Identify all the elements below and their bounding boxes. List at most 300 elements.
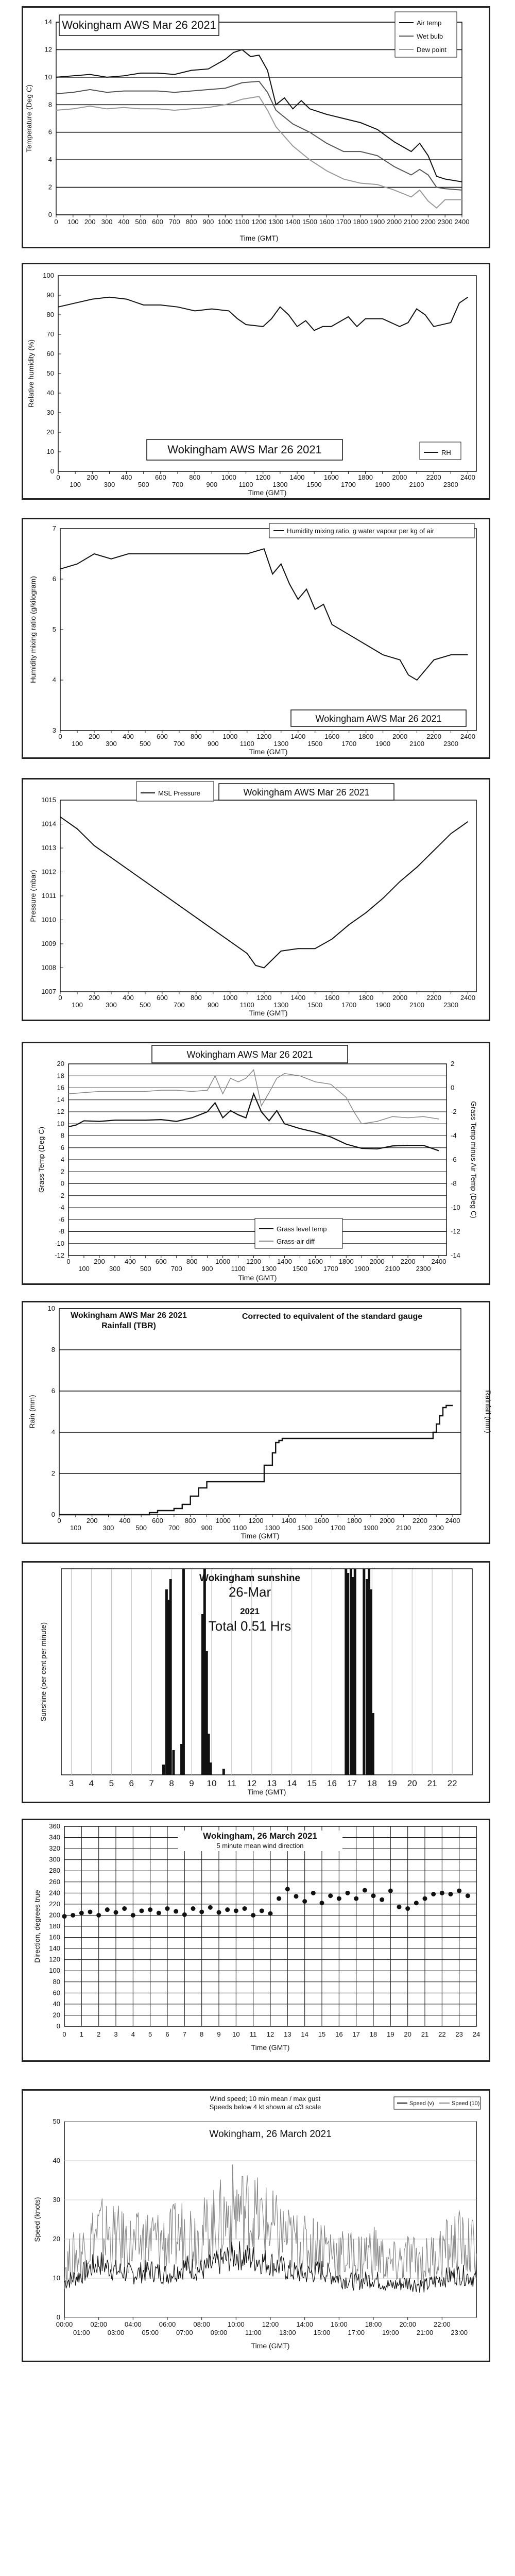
y-tick-label: 6 [52, 575, 56, 583]
msl-pressure-chart [23, 779, 489, 1020]
x-tick-label: 10:00 [228, 2320, 245, 2328]
direction-point [466, 1893, 470, 1898]
x-tick-label: 1000 [222, 733, 238, 740]
x-tick-label: 3 [114, 2030, 118, 2038]
y-tick-label: 50 [53, 2117, 60, 2125]
legend-label: Speed (10) [452, 2100, 480, 2107]
x-tick-label: 1100 [239, 1001, 254, 1009]
direction-point [234, 1908, 238, 1913]
x-tick-label: 2200 [426, 733, 442, 740]
x-tick-label: 500 [135, 1524, 147, 1532]
direction-point [371, 1893, 376, 1898]
x-tick-label: 17 [347, 1778, 357, 1788]
x-tick-label: 22 [447, 1778, 457, 1788]
y-tick-label: 8 [51, 1346, 55, 1353]
y-tick-label: 1014 [41, 820, 56, 828]
direction-point [260, 1908, 264, 1913]
x-tick-label: 1300 [273, 1001, 289, 1009]
x-tick-label: 08:00 [193, 2320, 210, 2328]
y-tick-label: -2 [451, 1108, 457, 1115]
chart-title: Wokingham AWS Mar 26 2021 [62, 19, 216, 31]
x-tick-label: 2400 [431, 1258, 447, 1265]
sunshine-bar [169, 1579, 172, 1775]
y-tick-label: 20 [57, 1060, 64, 1067]
x-tick-label: 1000 [221, 473, 236, 481]
sunshine-bar [363, 1569, 365, 1775]
x-tick-label: 800 [184, 1517, 196, 1524]
x-tick-label: 1800 [338, 1258, 354, 1265]
y-tick-label: 0 [56, 2313, 60, 2321]
x-tick-label: 5 [109, 1778, 114, 1788]
y-tick-label: 10 [53, 2274, 60, 2282]
direction-point [277, 1896, 281, 1901]
x-tick-label: 300 [109, 1265, 121, 1273]
direction-point [225, 1907, 230, 1912]
x-tick-label: 200 [89, 994, 100, 1002]
x-tick-label: 1700 [340, 481, 356, 488]
x-tick-label: 21:00 [416, 2329, 434, 2336]
x-tick-label: 800 [186, 1258, 198, 1265]
x-tick-label: 800 [190, 994, 202, 1002]
y-tick-label: -8 [451, 1179, 457, 1188]
y-tick-label: 18 [57, 1072, 64, 1080]
legend-label: Air temp [417, 19, 442, 27]
x-tick-label: 03:00 [107, 2329, 125, 2336]
y-axis-label: Pressure (mbar) [29, 870, 37, 922]
chart-note: Speeds below 4 kt shown at c/3 scale [209, 2103, 321, 2111]
chart-subtitle: 5 minute mean wind direction [216, 1842, 304, 1850]
y-tick-label: 40 [46, 389, 54, 397]
x-axis-label: Time (GMT) [249, 748, 288, 756]
direction-point [380, 1897, 384, 1902]
x-tick-label: 200 [84, 218, 96, 226]
x-tick-label: 1100 [238, 481, 253, 488]
y-tick-label: 280 [49, 1867, 60, 1875]
legend-label: RH [441, 449, 451, 456]
x-tick-label: 1400 [281, 1517, 297, 1524]
x-tick-label: 100 [67, 218, 79, 226]
direction-point [268, 1911, 273, 1916]
x-tick-label: 19 [387, 2030, 394, 2038]
chart-title: Wokingham, 26 March 2021 [203, 1831, 317, 1841]
x-tick-label: 300 [102, 1524, 114, 1532]
y-tick-label: 10 [46, 448, 54, 455]
legend-label: MSL Pressure [158, 789, 200, 797]
y-tick-label: -4 [451, 1131, 457, 1140]
x-tick-label: 2100 [396, 1524, 411, 1532]
date-label: 26-Mar [228, 1584, 271, 1600]
direction-point [96, 1913, 101, 1918]
y-tick-label: 240 [49, 1889, 60, 1897]
y-tick-label: 60 [46, 350, 54, 358]
x-tick-label: 1300 [273, 740, 289, 748]
x-tick-label: 20 [407, 1778, 417, 1788]
x-tick-label: 700 [172, 481, 183, 488]
sunshine-bar [172, 1750, 175, 1775]
y-tick-label: -6 [451, 1156, 457, 1163]
x-tick-label: 1700 [323, 1265, 338, 1273]
direction-point [79, 1911, 84, 1916]
direction-point [328, 1893, 333, 1898]
x-tick-label: 0 [58, 994, 62, 1002]
x-tick-label: 23:00 [451, 2329, 468, 2336]
total-label: Total 0.51 Hrs [208, 1618, 291, 1634]
direction-point [208, 1905, 213, 1910]
x-tick-label: 800 [189, 473, 200, 481]
x-tick-label: 1400 [290, 994, 306, 1002]
chart-title: Wokingham AWS Mar 26 2021 [167, 443, 322, 456]
x-tick-label: 300 [104, 481, 115, 488]
x-tick-label: 1400 [290, 733, 306, 740]
direction-point [457, 1889, 461, 1893]
x-tick-label: 6 [129, 1778, 134, 1788]
x-tick-label: 15:00 [313, 2329, 331, 2336]
chart-subtitle: Rainfall (TBR) [101, 1321, 156, 1330]
y-tick-label: 10 [44, 73, 52, 81]
y-tick-label: 260 [49, 1877, 60, 1886]
y-axis-label: Humidity mixing ratio (g/kilogram) [29, 576, 37, 683]
x-tick-label: 11 [249, 2030, 257, 2038]
x-tick-label: 16 [335, 2030, 343, 2038]
x-tick-label: 1100 [232, 1524, 247, 1532]
x-tick-label: 300 [106, 1001, 117, 1009]
x-tick-label: 100 [70, 481, 81, 488]
x-tick-label: 6 [165, 2030, 169, 2038]
x-tick-label: 100 [78, 1265, 90, 1273]
chart-title: Wokingham AWS Mar 26 2021 [186, 1049, 313, 1060]
y-tick-label: 6 [60, 1143, 64, 1151]
y-tick-label: 20 [53, 2011, 60, 2019]
x-tick-label: 1900 [375, 1001, 391, 1009]
x-tick-label: 8 [200, 2030, 204, 2038]
x-tick-label: 14 [287, 1778, 297, 1788]
x-tick-label: 300 [101, 218, 113, 226]
x-tick-label: 500 [138, 481, 149, 488]
y-tick-label: 8 [48, 100, 52, 109]
direction-point [285, 1887, 290, 1891]
y-tick-label: 0 [50, 467, 54, 475]
plot-area [59, 1309, 461, 1515]
x-tick-label: 05:00 [142, 2329, 159, 2336]
direction-point [191, 1906, 196, 1911]
x-tick-label: 2200 [400, 1258, 416, 1265]
rainfall-chart [23, 1302, 492, 1543]
legend-box [420, 442, 461, 460]
x-axis-label: Time (GMT) [249, 1009, 288, 1017]
x-tick-label: 600 [157, 994, 168, 1002]
x-tick-label: 15 [318, 2030, 326, 2038]
direction-point [337, 1896, 341, 1901]
x-tick-label: 4 [89, 1778, 94, 1788]
y-tick-label: 3 [52, 726, 56, 734]
x-tick-label: 1000 [215, 1258, 231, 1265]
x-tick-label: 1700 [330, 1524, 346, 1532]
y-tick-label: 1007 [41, 988, 56, 995]
legend-label: Speed (v) [409, 2100, 434, 2107]
y-tick-label: 0 [48, 211, 52, 218]
x-tick-label: 2000 [392, 733, 408, 740]
direction-point [440, 1891, 444, 1895]
x-tick-label: 1700 [341, 1001, 357, 1009]
y-tick-label: -12 [55, 1251, 64, 1259]
y-tick-label: 6 [48, 128, 52, 136]
direction-point [251, 1913, 255, 1918]
y-tick-label: 12 [57, 1108, 64, 1115]
y-tick-label: -4 [58, 1204, 64, 1211]
x-axis-label: Time (GMT) [238, 1274, 277, 1282]
x-tick-label: 13 [267, 1778, 277, 1788]
x-tick-label: 1100 [231, 1265, 246, 1273]
sunshine-chart-panel [22, 1561, 490, 1803]
x-tick-label: 1700 [336, 218, 351, 226]
sunshine-bar [354, 1569, 356, 1775]
direction-point [363, 1888, 367, 1892]
legend-label: Grass-air diff [277, 1238, 315, 1245]
x-tick-label: 2100 [385, 1265, 400, 1273]
x-tick-label: 11 [227, 1778, 236, 1788]
y-tick-label: 1008 [41, 963, 56, 972]
y-tick-label: 220 [49, 1900, 60, 1908]
x-tick-label: 22 [438, 2030, 446, 2038]
x-tick-label: 1200 [251, 218, 267, 226]
x-tick-label: 7 [149, 1778, 154, 1788]
x-tick-label: 1500 [307, 1001, 323, 1009]
x-tick-label: 16 [327, 1778, 337, 1788]
x-tick-label: 4 [131, 2030, 135, 2038]
x-tick-label: 1200 [248, 1517, 264, 1524]
air-temperature-chart [23, 8, 489, 247]
chart-title: Wokingham AWS Mar 26 2021 [71, 1311, 187, 1320]
x-tick-label: 600 [152, 1517, 163, 1524]
x-tick-label: 2300 [443, 740, 458, 748]
direction-point [397, 1905, 402, 1909]
x-tick-label: 1500 [302, 218, 317, 226]
y-tick-label: 1009 [41, 940, 56, 947]
mixing-ratio-chart-panel [22, 518, 490, 759]
wind-direction-chart [23, 1820, 489, 2060]
x-tick-label: 04:00 [125, 2320, 142, 2328]
x-tick-label: 2300 [428, 1524, 444, 1532]
x-tick-label: 1300 [265, 1524, 280, 1532]
x-tick-label: 1900 [375, 740, 391, 748]
y-axis-label-right: Rainfall (mm) [484, 1390, 492, 1433]
sunshine-bar [372, 1713, 374, 1775]
y-tick-label: 10 [47, 1304, 55, 1312]
x-tick-label: 300 [106, 740, 117, 748]
x-tick-label: 12 [266, 2030, 274, 2038]
direction-point [174, 1909, 178, 1913]
x-tick-label: 14:00 [296, 2320, 313, 2328]
x-tick-label: 600 [155, 1258, 167, 1265]
x-tick-label: 200 [86, 1517, 98, 1524]
x-tick-label: 0 [56, 473, 60, 481]
y-tick-label: 90 [46, 291, 54, 299]
x-axis-label: Time (GMT) [241, 1532, 280, 1540]
x-tick-label: 1800 [358, 733, 374, 740]
sunshine-bar [210, 1762, 212, 1775]
plot-area [64, 2122, 476, 2317]
relative-humidity-chart-panel [22, 263, 490, 500]
direction-point [148, 1907, 152, 1912]
x-tick-label: 2100 [409, 740, 425, 748]
x-tick-label: 2300 [437, 218, 453, 226]
x-tick-label: 3 [68, 1778, 74, 1788]
x-tick-label: 900 [207, 1001, 219, 1009]
direction-point [449, 1892, 453, 1896]
direction-point [105, 1907, 110, 1912]
x-tick-label: 1400 [277, 1258, 292, 1265]
x-tick-label: 20:00 [399, 2320, 416, 2328]
sunshine-bar [347, 1573, 349, 1775]
y-tick-label: 80 [53, 1977, 60, 1986]
y-tick-label: 1012 [41, 868, 56, 876]
y-tick-label: 100 [49, 1967, 60, 1975]
y-tick-label: -6 [58, 1215, 64, 1224]
direction-point [320, 1901, 324, 1905]
x-tick-label: 500 [140, 1001, 151, 1009]
x-tick-label: 13:00 [279, 2329, 296, 2336]
chart-title: Wokingham AWS Mar 26 2021 [315, 714, 442, 724]
y-tick-label: 4 [51, 1428, 55, 1436]
x-tick-label: 1200 [255, 473, 271, 481]
y-tick-label: 200 [49, 1911, 60, 1919]
x-tick-label: 1600 [323, 473, 339, 481]
y-tick-label: 50 [46, 369, 54, 377]
x-tick-label: 1400 [289, 473, 305, 481]
direction-point [114, 1910, 118, 1915]
y-tick-label: 4 [48, 156, 52, 164]
x-axis-label: Time (GMT) [251, 2043, 290, 2052]
x-tick-label: 1100 [235, 218, 250, 226]
x-tick-label: 2200 [420, 218, 436, 226]
direction-point [199, 1909, 204, 1914]
x-tick-label: 400 [124, 1258, 136, 1265]
x-tick-label: 700 [170, 1265, 182, 1273]
x-tick-label: 800 [190, 733, 202, 740]
x-tick-label: 400 [123, 994, 134, 1002]
x-tick-label: 2200 [412, 1517, 427, 1524]
x-tick-label: 2 [97, 2030, 101, 2038]
rainfall-chart-panel [22, 1301, 490, 1544]
x-tick-label: 2200 [426, 473, 441, 481]
sunshine-chart [23, 1563, 489, 1802]
x-tick-label: 900 [201, 1265, 213, 1273]
x-tick-label: 1600 [324, 733, 340, 740]
x-axis-label: Time (GMT) [247, 1788, 286, 1796]
x-tick-label: 0 [62, 2030, 66, 2038]
x-tick-label: 2000 [369, 1258, 385, 1265]
x-tick-label: 1500 [306, 481, 322, 488]
y-tick-label: 0 [56, 2022, 60, 2030]
y-tick-label: 7 [52, 524, 56, 532]
direction-point [88, 1909, 93, 1914]
year-label: 2021 [240, 1606, 260, 1616]
y-tick-label: 1010 [41, 916, 56, 924]
wind-speed-chart-panel [22, 2089, 490, 2362]
y-tick-label: 20 [53, 2235, 60, 2243]
y-axis-label-right: Grass Temp minus Air Temp (Deg C) [470, 1101, 478, 1218]
direction-point [182, 1912, 187, 1917]
y-tick-label: 140 [49, 1944, 60, 1953]
x-tick-label: 1600 [307, 1258, 323, 1265]
x-tick-label: 18 [369, 2030, 377, 2038]
direction-point [294, 1894, 299, 1899]
x-tick-label: 7 [182, 2030, 186, 2038]
x-tick-label: 0 [54, 218, 58, 226]
y-tick-label: 0 [451, 1083, 455, 1092]
x-tick-label: 600 [155, 473, 166, 481]
x-tick-label: 900 [202, 218, 214, 226]
x-tick-label: 900 [207, 740, 219, 748]
x-tick-label: 1800 [353, 218, 368, 226]
y-tick-label: 40 [53, 2157, 60, 2164]
legend-label: Wet bulb [417, 32, 443, 40]
x-tick-label: 700 [168, 1524, 180, 1532]
y-tick-label: 10 [57, 1120, 64, 1128]
x-tick-label: 600 [157, 733, 168, 740]
x-tick-label: 900 [201, 1524, 213, 1532]
x-tick-label: 400 [121, 473, 132, 481]
x-tick-label: 19:00 [382, 2329, 399, 2336]
x-tick-label: 2300 [416, 1265, 431, 1273]
x-tick-label: 00:00 [56, 2320, 73, 2328]
y-tick-label: -14 [451, 1251, 460, 1259]
x-tick-label: 23 [455, 2030, 463, 2038]
x-tick-label: 100 [70, 1524, 81, 1532]
sunshine-bar [162, 1765, 165, 1775]
x-tick-label: 1100 [239, 740, 254, 748]
direction-point [405, 1906, 410, 1911]
x-tick-label: 2100 [409, 1001, 425, 1009]
x-tick-label: 1800 [358, 994, 374, 1002]
chart-title: Wokingham sunshine [199, 1573, 301, 1584]
y-tick-label: 180 [49, 1922, 60, 1930]
x-tick-label: 500 [140, 740, 151, 748]
x-tick-label: 100 [72, 740, 83, 748]
x-tick-label: 8 [169, 1778, 174, 1788]
x-tick-label: 20 [404, 2030, 411, 2038]
wind-speed-chart [23, 2091, 489, 2361]
mixing-ratio-chart [23, 519, 489, 757]
x-tick-label: 16:00 [331, 2320, 348, 2328]
wind-direction-chart-panel [22, 1819, 490, 2062]
chart-annotation: Corrected to equivalent of the standard gauge [242, 1312, 423, 1321]
y-axis-label: Speed (knots) [33, 2197, 41, 2242]
x-tick-label: 06:00 [159, 2320, 176, 2328]
y-tick-label: 20 [46, 428, 54, 436]
x-tick-label: 0 [66, 1258, 71, 1265]
x-tick-label: 1700 [341, 740, 357, 748]
y-tick-label: 1015 [41, 796, 56, 804]
y-tick-label: 1013 [41, 844, 56, 852]
x-tick-label: 10 [232, 2030, 240, 2038]
x-tick-label: 2400 [460, 994, 475, 1002]
x-tick-label: 1 [79, 2030, 83, 2038]
direction-point [311, 1891, 316, 1895]
x-tick-label: 12:00 [262, 2320, 279, 2328]
y-tick-label: 30 [53, 2196, 60, 2204]
x-tick-label: 700 [174, 740, 185, 748]
x-tick-label: 0 [57, 1517, 61, 1524]
y-tick-label: 4 [52, 676, 56, 684]
y-tick-label: 70 [46, 330, 54, 338]
x-axis-label: Time (GMT) [251, 2342, 290, 2350]
y-tick-label: 0 [51, 1511, 55, 1518]
x-tick-label: 1200 [246, 1258, 261, 1265]
x-tick-label: 1300 [262, 1265, 277, 1273]
x-tick-label: 2300 [443, 1001, 458, 1009]
x-tick-label: 1600 [314, 1517, 329, 1524]
